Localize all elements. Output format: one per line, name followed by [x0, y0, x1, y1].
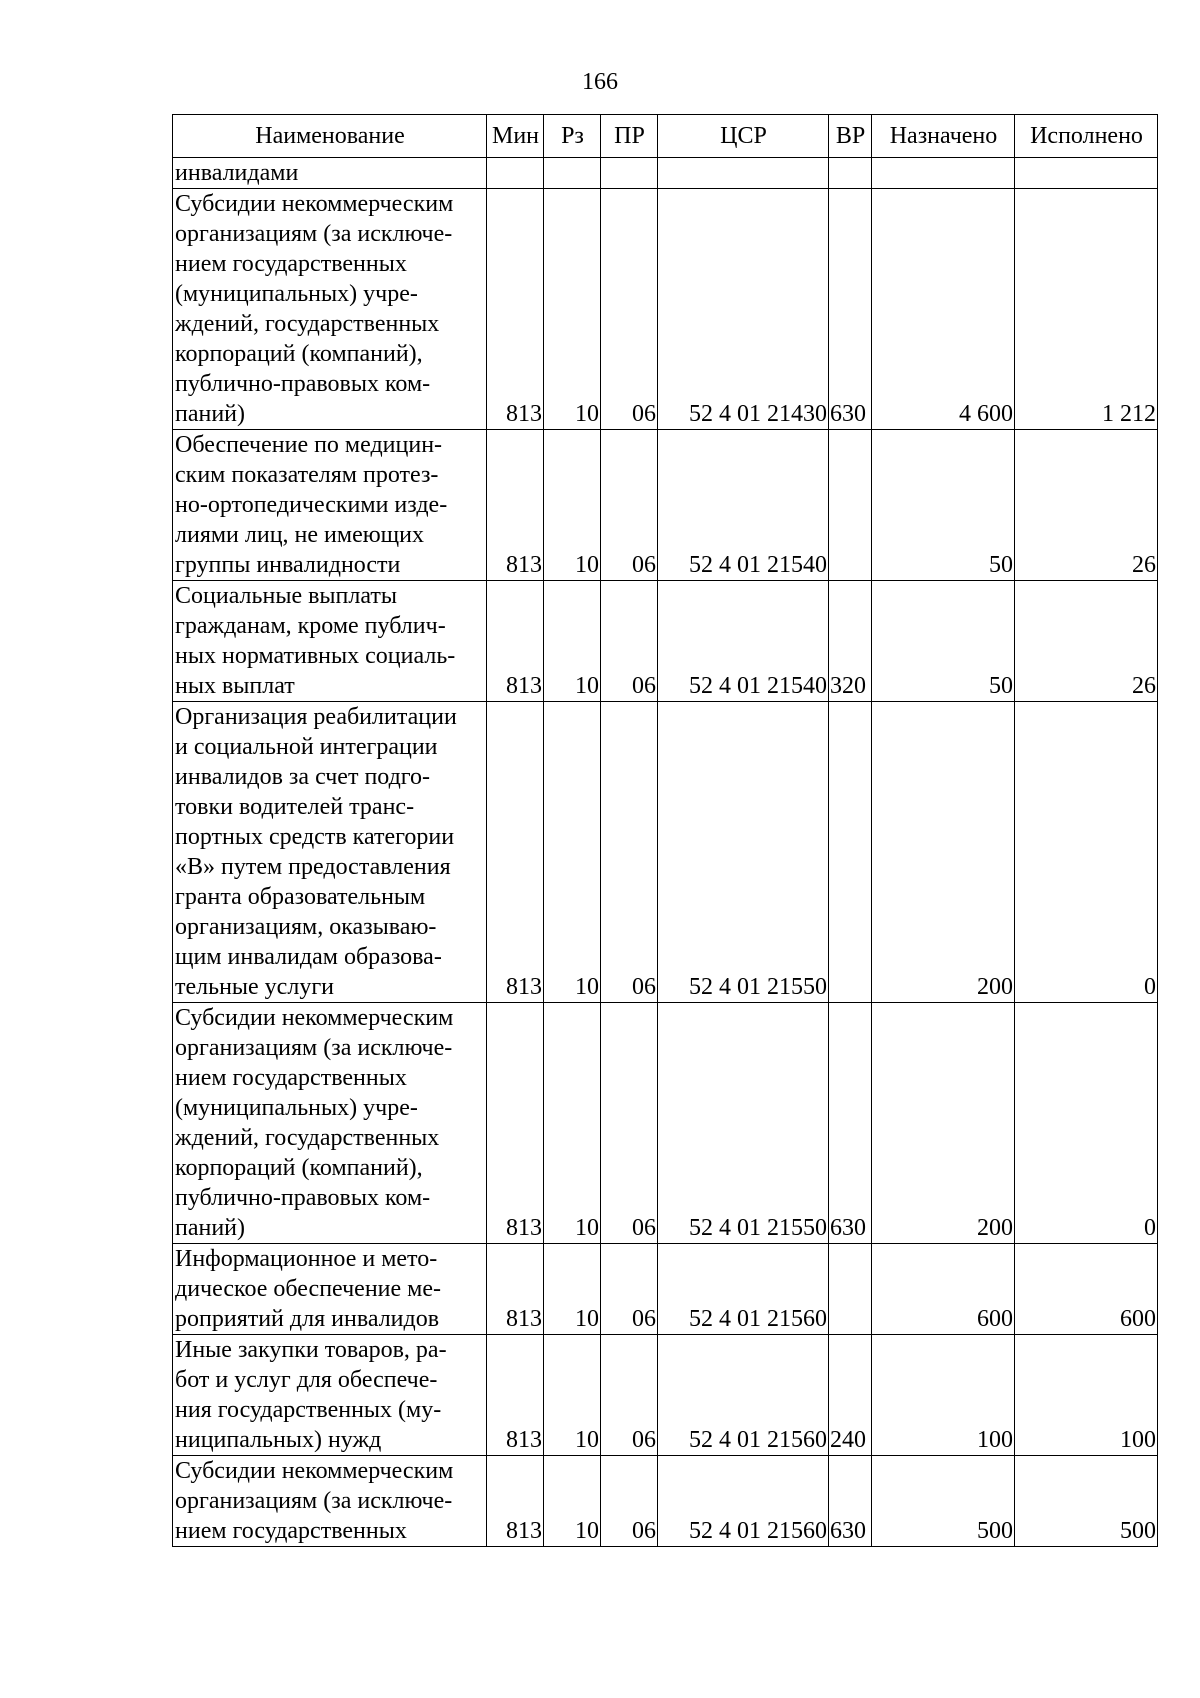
cell-name: Информационное и мето- дическое обеспечение ме- роприятий для инвалидов: [173, 1244, 487, 1335]
cell-min: [487, 158, 544, 189]
cell-rz: 10: [544, 1244, 601, 1335]
cell-assigned: 200: [872, 1003, 1015, 1244]
cell-assigned: 50: [872, 581, 1015, 702]
cell-pr: 06: [601, 702, 658, 1003]
cell-executed: 100: [1015, 1335, 1158, 1456]
table-header: [173, 115, 1158, 158]
cell-name: Субсидии некоммерческим организациям (за исключе- нием государственных (муниципальных) учре- ждений, государственных корпораций (компаний), публично-правовых ком- паний): [173, 189, 487, 430]
cell-min: 813: [487, 430, 544, 581]
cell-rz: 10: [544, 1456, 601, 1547]
cell-csr: 52 4 01 21550: [658, 1003, 829, 1244]
cell-csr: 52 4 01 21560: [658, 1456, 829, 1547]
cell-rz: 10: [544, 189, 601, 430]
cell-csr: [658, 158, 829, 189]
table-row: [173, 430, 1158, 581]
cell-min: 813: [487, 702, 544, 1003]
cell-csr: 52 4 01 21550: [658, 702, 829, 1003]
cell-assigned: 4 600: [872, 189, 1015, 430]
cell-name: Субсидии некоммерческим организациям (за исключе- нием государственных (муниципальных) учре- ждений, государственных корпораций (компаний), публично-правовых ком- паний): [173, 1003, 487, 1244]
cell-min: 813: [487, 1456, 544, 1547]
header-vr: ВР: [829, 115, 872, 158]
cell-pr: 06: [601, 430, 658, 581]
cell-pr: 06: [601, 1335, 658, 1456]
table-row: [173, 1003, 1158, 1244]
cell-rz: 10: [544, 702, 601, 1003]
cell-csr: 52 4 01 21430: [658, 189, 829, 430]
cell-csr: 52 4 01 21560: [658, 1335, 829, 1456]
cell-vr: 320: [829, 581, 872, 702]
table-row: [173, 1335, 1158, 1456]
table-body: [173, 158, 1158, 1547]
budget-table: [172, 114, 1158, 1547]
cell-vr: 630: [829, 189, 872, 430]
table-row: [173, 158, 1158, 189]
cell-executed: 1 212: [1015, 189, 1158, 430]
cell-rz: 10: [544, 1335, 601, 1456]
cell-name: инвалидами: [173, 158, 487, 189]
cell-csr: 52 4 01 21540: [658, 430, 829, 581]
cell-name: Организация реабилитации и социальной интеграции инвалидов за счет подго- товки водителей транс- портных средств категории «В» путем предоставления гранта образовательным организациям, оказываю- щим инвалидам образова- тельные услуги: [173, 702, 487, 1003]
cell-vr: [829, 430, 872, 581]
cell-csr: 52 4 01 21560: [658, 1244, 829, 1335]
cell-assigned: 100: [872, 1335, 1015, 1456]
cell-rz: 10: [544, 581, 601, 702]
cell-pr: [601, 158, 658, 189]
cell-executed: 26: [1015, 581, 1158, 702]
cell-executed: 600: [1015, 1244, 1158, 1335]
cell-assigned: [872, 158, 1015, 189]
cell-rz: 10: [544, 430, 601, 581]
cell-pr: 06: [601, 189, 658, 430]
cell-rz: [544, 158, 601, 189]
cell-vr: 630: [829, 1456, 872, 1547]
header-csr: ЦСР: [658, 115, 829, 158]
page-number: 166: [582, 69, 618, 95]
header-rz: Рз: [544, 115, 601, 158]
cell-assigned: 600: [872, 1244, 1015, 1335]
cell-name: Социальные выплаты гражданам, кроме публич- ных нормативных социаль- ных выплат: [173, 581, 487, 702]
header-executed: Исполнено: [1015, 115, 1158, 158]
cell-rz: 10: [544, 1003, 601, 1244]
cell-executed: 0: [1015, 1003, 1158, 1244]
cell-vr: [829, 158, 872, 189]
header-name: Наименование: [173, 115, 487, 158]
cell-pr: 06: [601, 581, 658, 702]
cell-min: 813: [487, 1244, 544, 1335]
cell-name: Обеспечение по медицин- ским показателям протез- но-ортопедическими изде- лиями лиц, не имеющих группы инвалидности: [173, 430, 487, 581]
cell-assigned: 50: [872, 430, 1015, 581]
cell-pr: 06: [601, 1456, 658, 1547]
cell-name: Иные закупки товаров, ра- бот и услуг для обеспече- ния государственных (му- ниципальных) нужд: [173, 1335, 487, 1456]
header-assigned: Назначено: [872, 115, 1015, 158]
cell-vr: [829, 1244, 872, 1335]
cell-executed: [1015, 158, 1158, 189]
cell-csr: 52 4 01 21540: [658, 581, 829, 702]
table-row: [173, 581, 1158, 702]
cell-assigned: 500: [872, 1456, 1015, 1547]
header-pr: ПР: [601, 115, 658, 158]
header-row: [173, 115, 1158, 158]
table-row: [173, 1244, 1158, 1335]
cell-executed: 500: [1015, 1456, 1158, 1547]
table-row: [173, 702, 1158, 1003]
cell-min: 813: [487, 1003, 544, 1244]
cell-min: 813: [487, 581, 544, 702]
cell-executed: 0: [1015, 702, 1158, 1003]
cell-vr: [829, 702, 872, 1003]
cell-assigned: 200: [872, 702, 1015, 1003]
cell-min: 813: [487, 1335, 544, 1456]
cell-vr: 240: [829, 1335, 872, 1456]
table-row: [173, 189, 1158, 430]
cell-name: Субсидии некоммерческим организациям (за исключе- нием государственных: [173, 1456, 487, 1547]
cell-vr: 630: [829, 1003, 872, 1244]
cell-min: 813: [487, 189, 544, 430]
cell-pr: 06: [601, 1244, 658, 1335]
header-min: Мин: [487, 115, 544, 158]
cell-pr: 06: [601, 1003, 658, 1244]
table-row: [173, 1456, 1158, 1547]
cell-executed: 26: [1015, 430, 1158, 581]
